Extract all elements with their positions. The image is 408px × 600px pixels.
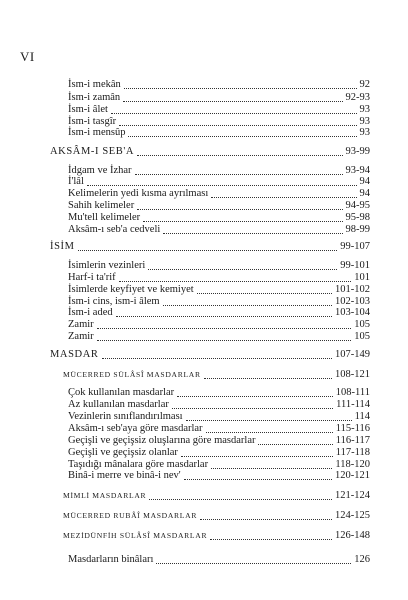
entry-pages: 94-95 <box>345 200 370 211</box>
toc-entry <box>68 331 370 343</box>
entry-title: Harf-i ta'rif <box>68 272 116 283</box>
dot-leader <box>78 250 338 251</box>
entry-title: İsm-i tasgîr <box>68 116 117 127</box>
entry-title: Zamir <box>68 319 94 330</box>
entry-pages: 108-111 <box>335 387 370 398</box>
dot-leader <box>137 209 342 210</box>
dot-leader <box>97 328 352 329</box>
entry-pages: 99-101 <box>340 260 370 271</box>
toc-entry <box>68 176 370 188</box>
subsection-title: MÜCERRED RUBÂÎ MASDARLAR <box>63 511 198 520</box>
dot-leader <box>149 499 332 500</box>
toc-entry <box>68 212 370 224</box>
dot-leader <box>163 305 332 306</box>
entry-title: İsm-i zamân <box>68 92 121 103</box>
entry-pages: 93 <box>359 104 370 115</box>
toc-entry <box>68 554 370 566</box>
toc-entry <box>68 435 370 447</box>
entry-title: Aksâm-ı seb'aya göre masdarlar <box>68 423 203 434</box>
entry-pages: 102-103 <box>335 296 370 307</box>
toc-entry <box>68 272 370 284</box>
entry-pages: 115-116 <box>335 423 370 434</box>
subsection-pages: 108-121 <box>335 369 370 380</box>
entry-title: İsm-i mensûp <box>68 127 126 138</box>
dot-leader <box>211 468 332 469</box>
dot-leader <box>97 340 352 341</box>
subsection-pages: 124-125 <box>335 510 370 521</box>
dot-leader <box>163 233 342 234</box>
dot-leader <box>204 378 332 379</box>
dot-leader <box>186 420 352 421</box>
dot-leader <box>206 432 333 433</box>
entry-pages: 103-104 <box>335 307 370 318</box>
dot-leader <box>119 125 356 126</box>
toc-entry <box>68 200 370 212</box>
dot-leader <box>111 113 357 114</box>
entry-pages: 105 <box>354 319 370 330</box>
entry-pages: 101-102 <box>335 284 370 295</box>
dot-leader <box>184 479 332 480</box>
section-title: AKSÂM-I SEB'A <box>50 146 135 157</box>
toc-entry <box>68 387 370 399</box>
toc-entry <box>68 307 370 319</box>
entry-title: Geçişli ve geçişsiz oluşlarına göre masdarlar <box>68 435 256 446</box>
entry-title: İsm-i âlet <box>68 104 108 115</box>
entry-pages: 93 <box>359 116 370 127</box>
entry-title: Binâ-i merre ve binâ-i nev' <box>68 470 181 481</box>
toc-entry <box>68 470 370 482</box>
section-pages: 107-149 <box>335 349 370 360</box>
dot-leader <box>181 456 333 457</box>
page-number: VI <box>20 49 35 64</box>
entry-pages: 117-118 <box>335 447 370 458</box>
dot-leader <box>211 197 356 198</box>
toc-section <box>50 241 370 253</box>
entry-pages: 92 <box>359 79 370 90</box>
toc-subsection <box>63 490 370 502</box>
entry-title: İsimlerde keyfiyet ve kemiyet <box>68 284 194 295</box>
entry-pages: 92-93 <box>345 92 370 103</box>
toc-entry <box>68 399 370 411</box>
dot-leader <box>124 88 357 89</box>
entry-pages: 101 <box>354 272 370 283</box>
dot-leader <box>148 269 337 270</box>
entry-pages: 94 <box>359 188 370 199</box>
toc-entry <box>68 224 370 236</box>
entry-title: Az kullanılan masdarlar <box>68 399 169 410</box>
section-title: İSİM <box>50 241 75 252</box>
dot-leader <box>210 539 332 540</box>
toc-entry <box>68 188 370 200</box>
dot-leader <box>200 519 332 520</box>
entry-title: İsimlerin vezinleri <box>68 260 146 271</box>
entry-pages: 126 <box>354 554 370 565</box>
dot-leader <box>177 396 333 397</box>
toc-entry <box>68 319 370 331</box>
entry-pages: 105 <box>354 331 370 342</box>
entry-title: Aksâm-ı seb'a cedveli <box>68 224 161 235</box>
subsection-pages: 121-124 <box>335 490 370 501</box>
entry-title: Kelimelerin yedi kısma ayrılması <box>68 188 209 199</box>
entry-title: Mu'tell kelimeler <box>68 212 141 223</box>
toc-subsection <box>63 510 370 522</box>
toc-entry <box>68 127 370 139</box>
dot-leader <box>172 408 333 409</box>
entry-title: Geçişli ve geçişsiz olanlar <box>68 447 178 458</box>
dot-leader <box>116 316 332 317</box>
entry-title: Vezinlerin sınıflandırılması <box>68 411 183 422</box>
entry-pages: 120-121 <box>335 470 370 481</box>
subsection-title: MİMLİ MASDARLAR <box>63 491 147 500</box>
entry-pages: 118-120 <box>335 459 370 470</box>
dot-leader <box>128 136 356 137</box>
section-pages: 99-107 <box>340 241 370 252</box>
toc-entry <box>68 79 370 91</box>
dot-leader <box>123 101 342 102</box>
dot-leader <box>137 155 342 156</box>
entry-pages: 111-114 <box>336 399 370 410</box>
entry-title: Çok kullanılan masdarlar <box>68 387 175 398</box>
subsection-title: MÜCERRED SÜLÂSÎ MASDARLAR <box>63 370 201 379</box>
entry-title: İsm-i mekân <box>68 79 121 90</box>
toc-subsection <box>63 530 370 542</box>
entry-pages: 114 <box>354 411 370 422</box>
dot-leader <box>258 444 332 445</box>
entry-pages: 94 <box>359 176 370 187</box>
entry-title: Zamir <box>68 331 94 342</box>
toc-entry <box>68 104 370 116</box>
toc-entry <box>68 92 370 104</box>
section-pages: 93-99 <box>345 146 370 157</box>
entry-pages: 93-94 <box>345 165 370 176</box>
entry-title: İdgam ve İzhar <box>68 165 132 176</box>
entry-title: Taşıdığı mânalara göre masdarlar <box>68 459 209 470</box>
section-title: MASDAR <box>50 349 99 360</box>
dot-leader <box>102 358 332 359</box>
toc-section <box>50 349 370 361</box>
toc-entry <box>68 423 370 435</box>
toc-section <box>50 146 370 158</box>
entry-title: İsm-i aded <box>68 307 113 318</box>
toc-entry <box>68 447 370 459</box>
dot-leader <box>143 221 342 222</box>
dot-leader <box>135 174 343 175</box>
toc-entry <box>68 260 370 272</box>
entry-pages: 95-98 <box>345 212 370 223</box>
toc-entry <box>68 284 370 296</box>
entry-title: Sahih kelimeler <box>68 200 135 211</box>
entry-pages: 93 <box>359 127 370 138</box>
entry-title: İsm-i cins, ism-i âlem <box>68 296 160 307</box>
entry-pages: 116-117 <box>335 435 370 446</box>
entry-pages: 98-99 <box>345 224 370 235</box>
entry-title: İ'lâl <box>68 176 84 187</box>
entry-title: Masdarların binâları <box>68 554 154 565</box>
dot-leader <box>87 185 357 186</box>
subsection-title: MEZİDÜNFİH SÜLÂSÎ MASDARLAR <box>63 531 208 540</box>
toc-subsection <box>63 369 370 381</box>
dot-leader <box>119 281 352 282</box>
dot-leader <box>197 293 332 294</box>
dot-leader <box>156 563 351 564</box>
toc-entry <box>68 411 370 423</box>
subsection-pages: 126-148 <box>335 530 370 541</box>
